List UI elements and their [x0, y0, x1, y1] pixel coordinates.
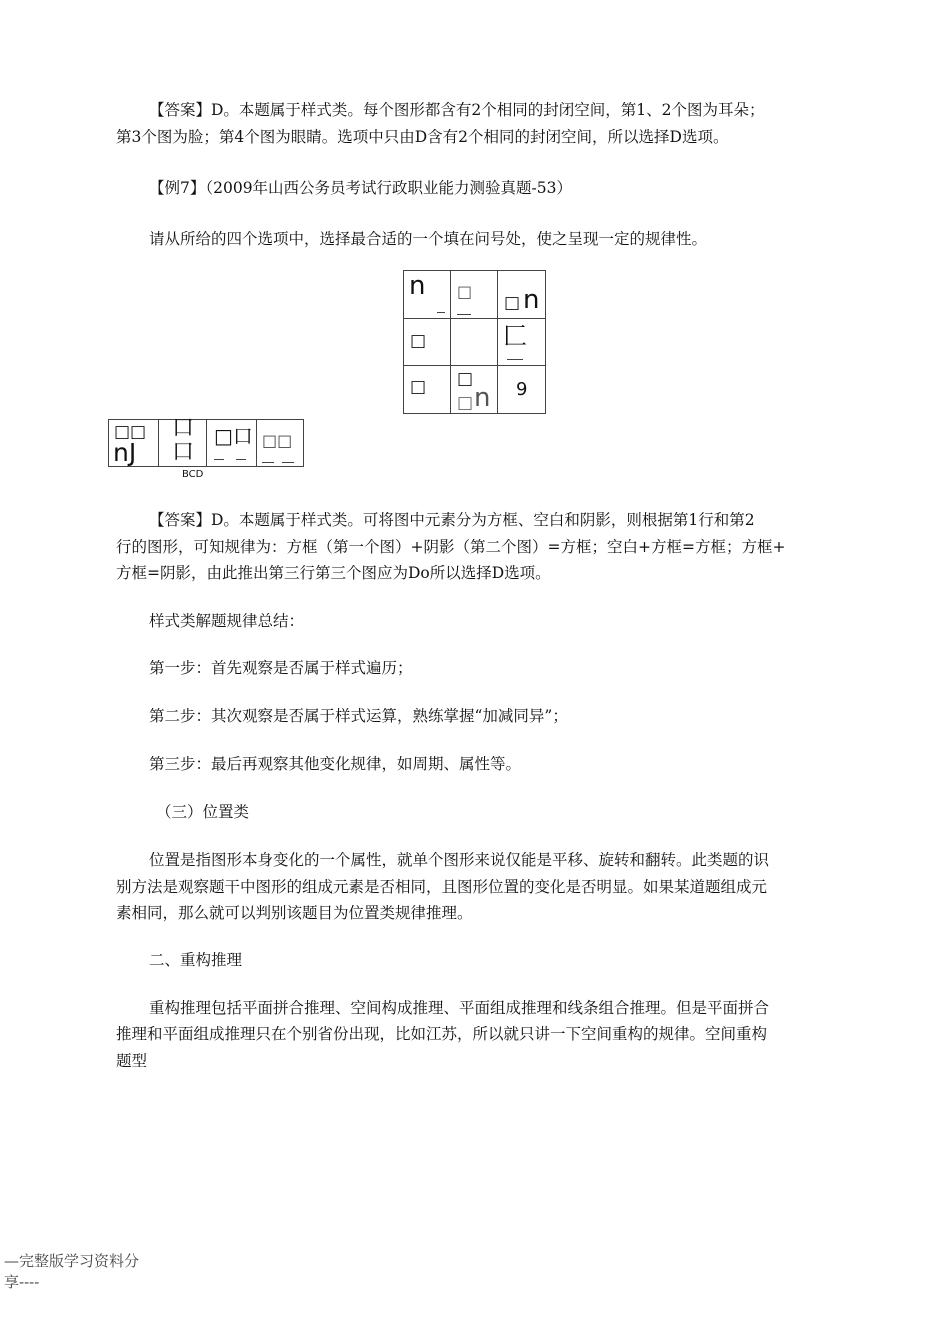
grid-border-left [403, 270, 404, 414]
answer2-line1: 【答案】D。本题属于样式类。可将图中元素分为方框、空白和阴影，则根据第1行和第2 [149, 511, 755, 529]
grid-cell-r1c2: □ [457, 282, 473, 301]
answer2-line3: 方框=阴影，由此推出第三行第三个图应为Do所以选择D选项。 [116, 564, 551, 582]
options-divider-1 [158, 419, 159, 467]
grid-r1c1-tick [437, 312, 445, 313]
grid-cell-r3c2-bottom: □ [457, 393, 474, 413]
grid-border-bottom [403, 413, 546, 414]
rebuild-line2: 推理和平面组成推理只在个别省份出现，比如江苏，所以就只讲一下空间重构的规律。空间重构 [116, 1025, 768, 1043]
grid-cell-r2c1: □ [410, 331, 427, 351]
grid-line-v2 [497, 270, 498, 414]
option-a-top: □□ [114, 422, 147, 442]
options-strip [108, 416, 304, 467]
footer-line2: 享---- [4, 1273, 40, 1291]
position-line1: 位置是指图形本身变化的一个属性，就单个图形来说仅能是平移、旋转和翻转。此类题的识 [149, 851, 770, 869]
option-d-top: □□ [262, 431, 293, 450]
section-rebuild-heading: 二、重构推理 [149, 951, 243, 969]
grid-cell-r1c3-box: □ [504, 293, 521, 313]
options-border-right [303, 419, 304, 467]
summary-title: 样式类解题规律总结： [149, 612, 305, 630]
rebuild-line1: 重构推理包括平面拼合推理、空间构成推理、平面组成推理和线条组合推理。但是平面拼合 [149, 999, 770, 1017]
answer2-line2: 行的图形，可知规律为：方框（第一个图）+阴影（第二个图）=方框；空白+方框=方框；方框+ [116, 538, 786, 556]
position-line3: 素相同，那么就可以判别该题目为位置类规律推理。 [116, 904, 473, 922]
option-c-top: □口 [214, 424, 253, 448]
grid-cell-r3c2-top: □ [457, 369, 474, 389]
grid-cell-r3c1: □ [410, 377, 427, 397]
grid-cell-r2c3: 匚 [503, 322, 527, 350]
grid-line-h2 [403, 365, 546, 366]
option-d-tick-1 [262, 462, 274, 463]
option-c-tick-1 [214, 459, 224, 460]
rebuild-line3: 题型 [116, 1052, 148, 1070]
grid-r2c3-tick [507, 359, 523, 360]
options-label: BCD [182, 469, 204, 480]
option-c-tick-2 [236, 459, 246, 460]
section-position-heading: （三）位置类 [156, 803, 250, 821]
options-divider-2 [206, 419, 207, 467]
grid-cell-r3c2-n: n [474, 383, 491, 413]
grid-cell-r1c1: n [409, 271, 426, 301]
example-title: 【例7】（2009年山西公务员考试行政职业能力测验真题-53） [149, 179, 573, 197]
footer-line1: —完整版学习资料分 [4, 1252, 140, 1270]
grid-cell-r1c3-n: n [523, 285, 540, 315]
grid-line-v1 [450, 270, 451, 414]
position-line2: 别方法是观察题干中图形的组成元素是否相同，且图形位置的变化是否明显。如果某道题组成元 [116, 878, 768, 896]
option-a-bottom: nJ [113, 438, 137, 467]
answer1-line1: 【答案】D。本题属于样式类。每个图形都含有2个相同的封闭空间，第1、2个图为耳朵； [149, 101, 765, 119]
question-text: 请从所给的四个选项中，选择最合适的一个填在问号处，使之呈现一定的规律性。 [149, 230, 708, 248]
answer1-line2: 第3个图为脸；第4个图为眼睛。选项中只由D含有2个相同的封闭空间，所以选择D选项。 [116, 128, 729, 146]
options-border-left [108, 419, 109, 467]
options-divider-3 [256, 419, 257, 467]
grid-cell-r3c3: 9 [516, 379, 528, 400]
grid-line-h1 [403, 318, 546, 319]
grid-r1c2-tick [457, 314, 471, 315]
option-b-top: 口 [172, 416, 195, 441]
step-1: 第一步：首先观察是否属于样式遍历； [149, 659, 413, 677]
option-d-tick-2 [282, 462, 294, 463]
step-2: 第二步：其次观察是否属于样式运算，熟练掌握“加减同异”； [149, 707, 568, 725]
grid-border-right [545, 270, 546, 414]
puzzle-grid [403, 270, 546, 414]
option-b-bottom: 口 [172, 440, 195, 465]
step-3: 第三步：最后再观察其他变化规律，如周期、属性等。 [149, 755, 522, 773]
